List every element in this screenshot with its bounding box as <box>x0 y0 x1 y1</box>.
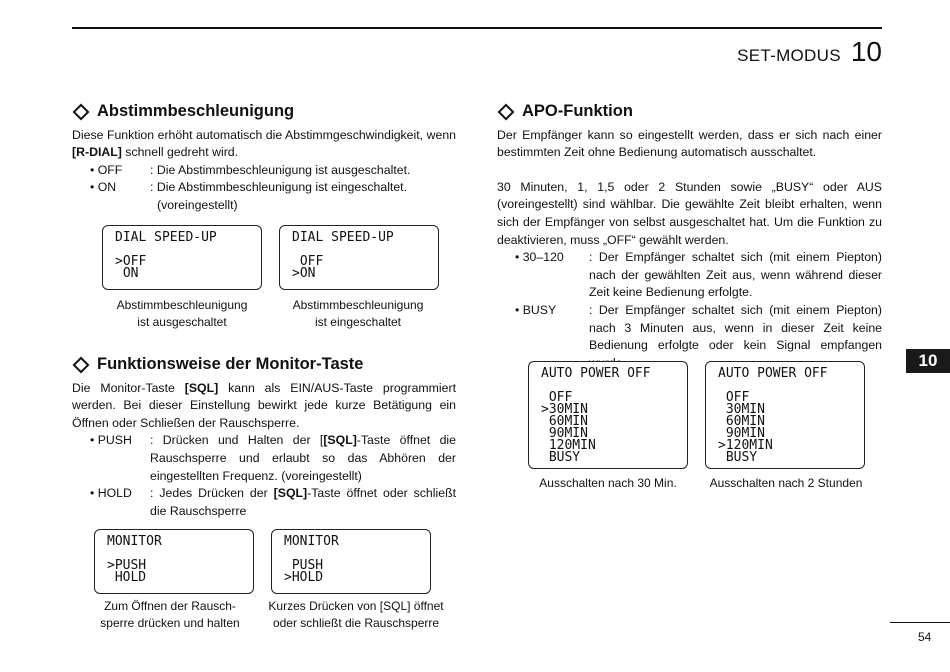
section-apo <box>497 103 882 372</box>
lcd-monitor-hold: MONITOR PUSH >HOLD <box>271 529 431 594</box>
heading-apo <box>497 103 882 121</box>
bottom-rule <box>890 622 950 623</box>
diamond-icon <box>73 103 90 120</box>
page-header <box>737 36 882 68</box>
caption-monitor-push: Zum Öffnen der Rausch- sperre drücken und halten <box>100 599 240 630</box>
top-rule <box>72 27 882 29</box>
apo-paragraph-1: Der Empfänger kann so eingestellt werden, dass er sich nach einer bestimmten Zeit ohne Bedienung automatisch ausschaltet. <box>497 127 882 160</box>
option-hold: • HOLD : Jedes Drücken der [SQL]-Taste öffnet oder schließt die Rauschsperre <box>90 486 456 518</box>
diamond-icon <box>73 356 90 373</box>
heading-text: APO-Funktion <box>522 102 633 120</box>
caption-dial-on: Abstimmbeschleunigung ist eingeschaltet <box>292 298 424 329</box>
option-push: • PUSH : Drücken und Halten der [[SQL]-Taste öffnet die Rauschsperre und erlaubt so das Abhören der eingestellten Frequenz. (voreingestellt) <box>90 433 456 483</box>
key-label: [SQL] <box>184 380 219 395</box>
caption-dial-off: Abstimmbeschleunigung ist ausgeschaltet <box>116 298 248 329</box>
intro-text: Diese Funktion erhöht automatisch die Abstimmgeschwindigkeit, wenn [R-DIAL] schnell gedreht wird. <box>72 127 456 160</box>
section-number: 10 <box>850 36 882 67</box>
section-dial-speedup <box>72 103 456 215</box>
lcd-apo-120min: AUTO POWER OFF OFF 30MIN 60MIN 90MIN >120MIN BUSY <box>705 361 865 469</box>
heading-monitor-key <box>72 356 456 374</box>
caption-apo-120min: Ausschalten nach 2 Stunden <box>709 476 863 490</box>
key-label: [R-DIAL] <box>72 145 122 160</box>
lcd-monitor-push: MONITOR >PUSH HOLD <box>94 529 254 594</box>
option-off: • OFF : Die Abstimmbeschleunigung ist ausgeschaltet. <box>90 162 411 177</box>
heading-text: Abstimmbeschleunigung <box>97 102 295 120</box>
caption-monitor-hold: Kurzes Drücken von [SQL] öffnet oder schließt die Rauschsperre <box>268 599 444 630</box>
chapter-tab: 10 <box>906 349 950 373</box>
lcd-apo-30min: AUTO POWER OFF OFF >30MIN 60MIN 90MIN 120MIN BUSY <box>528 361 688 469</box>
lcd-dial-on: DIAL SPEED-UP OFF >ON <box>279 225 439 290</box>
option-30-120: • 30–120 : Der Empfänger schaltet sich (mit einem Piepton) nach der gewählten Zeit aus, wenn während dieser Zeit keine Bedienung erfolgte. <box>515 250 882 300</box>
section-monitor-key <box>72 356 456 520</box>
apo-paragraph-2: 30 Minuten, 1, 1,5 oder 2 Stunden sowie „BUSY“ oder AUS (voreingestellt) sind wählbar. Die gewählte Zeit bleibt erhalten, wenn sich der Empfänger von selbst ausgeschaltet hat. Um die Funktion zu deaktivieren, muss „OFF“ gewählt werden. <box>497 179 882 247</box>
option-on-default: (voreingestellt) <box>157 197 238 212</box>
caption-apo-30min: Ausschalten nach 30 Min. <box>539 476 677 490</box>
lcd-dial-off: DIAL SPEED-UP >OFF ON <box>102 225 262 290</box>
page-number: 54 <box>918 630 932 644</box>
option-on: • ON : Die Abstimmbeschleunigung ist eingeschaltet. <box>90 180 408 195</box>
diamond-icon <box>498 103 515 120</box>
option-busy: • BUSY : Der Empfänger schaltet sich (mit einem Piepton) nach 3 Minuten aus, wenn in dieser Zeit keine Bedienung erfolgte oder kein Signal empfangen <box>515 302 882 353</box>
intro-text: Die Monitor-Taste [SQL] kann als EIN/AUS-Taste programmiert werden. Bei dieser Einstellung bewirkt jede kurze Betätigung ein Öffnen oder Schließen der Rauschsperre. <box>72 380 456 430</box>
section-title: SET-MODUS <box>737 46 841 65</box>
heading-dial-speedup <box>72 103 456 121</box>
heading-text: Funktionsweise der Monitor-Taste <box>97 355 364 373</box>
